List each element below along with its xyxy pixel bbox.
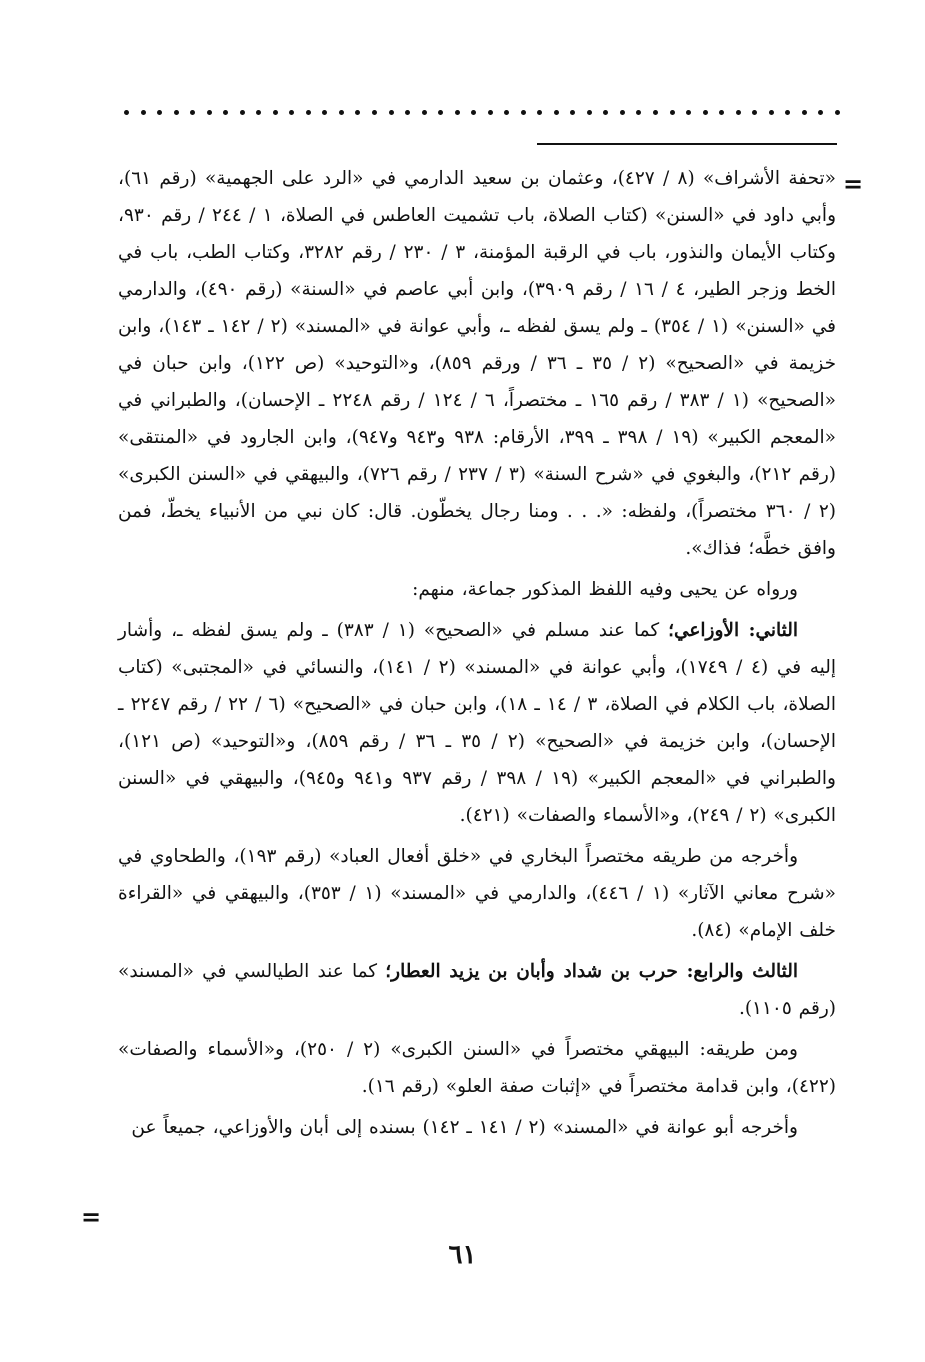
continuation-marker-top: = xyxy=(843,169,864,198)
separator-dot xyxy=(141,110,146,115)
separator-dot xyxy=(587,110,592,115)
separator-dot xyxy=(339,110,344,115)
separator-dot xyxy=(785,110,790,115)
separator-dot xyxy=(223,110,228,115)
separator-dot xyxy=(670,110,675,115)
separator-dot xyxy=(752,110,757,115)
separator-dot xyxy=(603,110,608,115)
footnote-paragraph xyxy=(118,1031,836,1105)
separator-dot xyxy=(256,110,261,115)
footnote-dots-separator xyxy=(124,102,840,122)
separator-dot xyxy=(769,110,774,115)
separator-dot xyxy=(736,110,741,115)
separator-dot xyxy=(405,110,410,115)
separator-dot xyxy=(818,110,823,115)
separator-dot xyxy=(719,110,724,115)
separator-dot xyxy=(422,110,427,115)
paragraph-text: ورواه عن يحيى وفيه اللفظ المذكور جماعة، منهم: xyxy=(412,579,798,600)
separator-dot xyxy=(124,110,129,115)
separator-dot xyxy=(306,110,311,115)
separator-dot xyxy=(636,110,641,115)
paragraph-text: ومن طريقه: البيهقي مختصراً في «السنن الكبرى» (٢ / ٢٥٠)، و«الأسماء والصفات» (٤٢٢)، وابن قدامة مختصراً في «إثبات صفة العلو» (رقم ١٦). xyxy=(118,1039,836,1097)
separator-dot xyxy=(504,110,509,115)
separator-dot xyxy=(802,110,807,115)
separator-dot xyxy=(240,110,245,115)
footnote-rule xyxy=(537,143,837,145)
paragraph-text: كما عند مسلم في «الصحيح» (١ / ٣٨٣) ـ ولم يسق لفظه ـ، وأشار إليه في (٤ / ١٧٤٩)، وأبي عوانة في «المسند» (٢ / ١٤١)، والنسائي في «المجتبى» (كتاب الصلاة، باب الكلام في الصلاة، ٣ / ١٤ ـ ١٨)، وابن حبان في «الصحيح» (٦ / ٢٢ / رقم ٢٢٤٧ ـ الإحسان)، وابن خزيمة في «الصحيح» (٢ / ٣٥ ـ ٣٦ / رقم ٨٥٩)، و«التوحيد» (ص ١٢١)، والطبراني في «المعجم الكبير» (١٩ / ٣٩٨ / رقم ٩٣٧ و٩٤١ و٩٤٥)، والبيهقي في «السنن الكبرى» (٢ / ٢٤٩)، و«الأسماء والصفات» (٤٢١). xyxy=(118,620,837,826)
separator-dot xyxy=(322,110,327,115)
footnote-body xyxy=(118,160,836,1150)
separator-dot xyxy=(703,110,708,115)
separator-dot xyxy=(570,110,575,115)
paragraph-text: كما عند الطيالسي في «المسند» (رقم ١١٠٥). xyxy=(118,961,836,1019)
separator-dot xyxy=(438,110,443,115)
separator-dot xyxy=(174,110,179,115)
separator-dot xyxy=(471,110,476,115)
separator-dot xyxy=(537,110,542,115)
separator-dot xyxy=(835,110,840,115)
paragraph-text: وأخرجه من طريقه مختصراً البخاري في «خلق أفعال العباد» (رقم ١٩٣)، والطحاوي في «شرح معاني الآثار» (١ / ٤٤٦)، والدارمي في «المسند» (١ / ٣٥٣)، والبيهقي في «القراءة خلف الإمام» (٨٤). xyxy=(118,846,836,941)
footnote-paragraph xyxy=(118,160,836,567)
separator-dot xyxy=(157,110,162,115)
paragraph-text: وأخرجه أبو عوانة في «المسند» (٢ / ١٤١ ـ ١٤٢) بسنده إلى أبان والأوزاعي، جميعاً عن xyxy=(131,1117,798,1138)
footnote-paragraph xyxy=(118,838,836,949)
separator-dot xyxy=(289,110,294,115)
separator-dot xyxy=(653,110,658,115)
separator-dot xyxy=(554,110,559,115)
paragraph-text: «تحفة الأشراف» (٨ / ٤٢٧)، وعثمان بن سعيد الدارمي في «الرد على الجهمية» (رقم ٦١)، وأبي داود في «السنن» (كتاب الصلاة، باب تشميت العاطس في الصلاة، ١ / ٢٤٤ / رقم ٩٣٠، وكتاب الأيمان والنذور، باب في الرقبة المؤمنة، ٣ / ٢٣٠ / رقم ٣٢٨٢، وكتاب الطب، باب في الخط وزجر الطير، ٤ / ١٦ / رقم ٣٩٠٩)، وابن أبي عاصم في «السنة» (رقم ٤٩٠)، والدارمي في «السنن» (١ / ٣٥٤) ـ ولم يسق لفظه ـ، وأبي عوانة في «المسند» (٢ / ١٤٢ ـ ١٤٣)، وابن خزيمة في «الصحيح» (٢ / ٣٥ ـ ٣٦ / ورقم ٨٥٩)، و«التوحيد» (ص ١٢٢)، وابن حبان في «الصحيح» (١ / ٣٨٣ / رقم ١٦٥ ـ مختصراً، ٦ / ١٢٤ / رقم ٢٢٤٨ ـ الإحسان)، والطبراني في «المعجم الكبير» (١٩ / ٣٩٨ ـ ٣٩٩، الأرقام: ٩٣٨ و٩٤٣ و٩٤٧)، وابن الجارود في «المنتقى» (رقم ٢١٢)، والبغوي في «شرح السنة» (٣ / ٢٣٧ / رقم ٧٢٦)، والبيهقي في «السنن الكبرى» (٢ / ٣٦٠ مختصراً)، ولفظه: «. . . ومنا رجال يخطّون. قال: كان نبي من الأنبياء يخطّ، فمن وافق خطَّه؛ فذاك». xyxy=(118,168,837,559)
separator-dot xyxy=(686,110,691,115)
footnote-paragraph xyxy=(118,1109,836,1146)
separator-dot xyxy=(372,110,377,115)
paragraph-lead: الثاني: الأوزاعي؛ xyxy=(668,620,799,641)
footnote-paragraph xyxy=(118,612,836,834)
paragraph-lead: الثالث والرابع: حرب بن شداد وأبان بن يزيد العطار؛ xyxy=(385,961,798,982)
continuation-marker-bottom: = xyxy=(81,1202,102,1231)
separator-dot xyxy=(389,110,394,115)
page-number: ٦١ xyxy=(448,1240,477,1270)
footnote-paragraph xyxy=(118,571,836,608)
separator-dot xyxy=(190,110,195,115)
separator-dot xyxy=(521,110,526,115)
separator-dot xyxy=(355,110,360,115)
footnote-paragraph xyxy=(118,953,836,1027)
separator-dot xyxy=(273,110,278,115)
separator-dot xyxy=(455,110,460,115)
separator-dot xyxy=(620,110,625,115)
separator-dot xyxy=(207,110,212,115)
separator-dot xyxy=(488,110,493,115)
